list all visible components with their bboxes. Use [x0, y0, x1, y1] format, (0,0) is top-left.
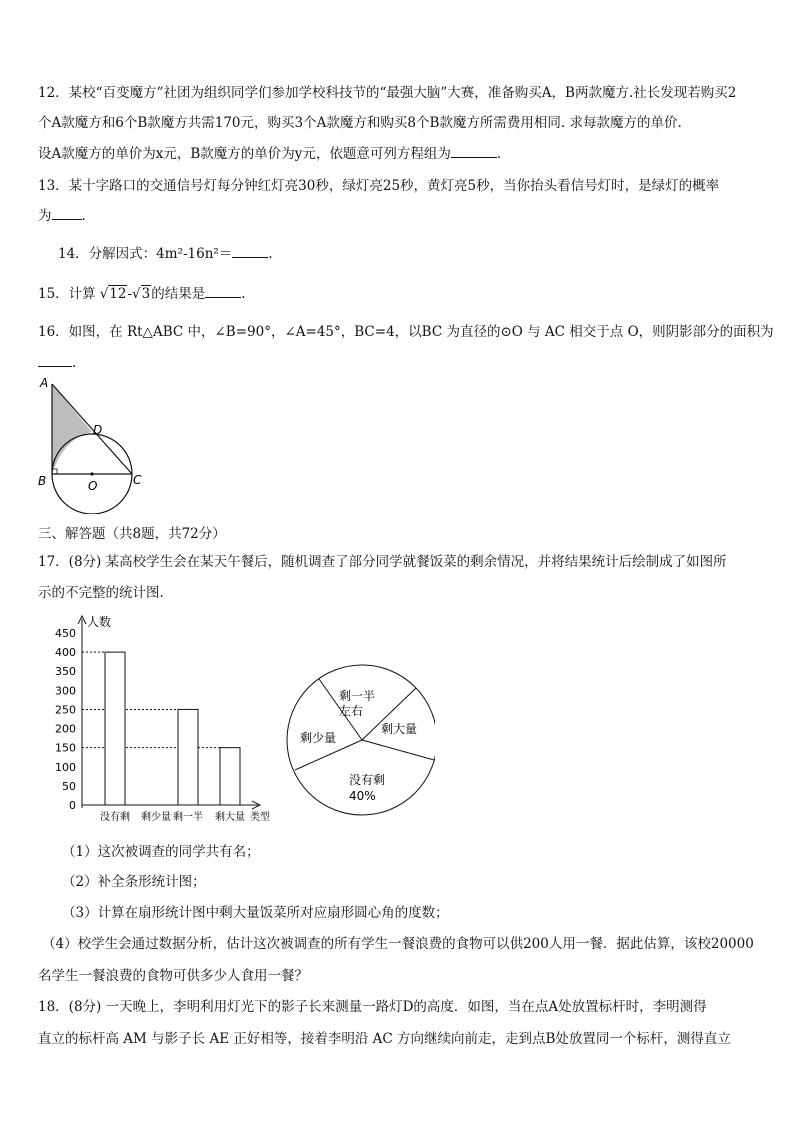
q13-line1: 13．某十字路口的交通信号灯每分钟红灯亮30秒，绿灯亮25秒，黄灯亮5秒，当你抬头看信号灯时，是绿灯的概率: [38, 178, 720, 194]
q13-line2-text: 为: [38, 208, 52, 224]
slice-value-none: 40%: [349, 789, 376, 803]
sqrt-12: √12: [99, 286, 127, 302]
category-label: 剩大量: [215, 812, 245, 823]
label-c: C: [133, 473, 142, 487]
q17-sub2: （2）补全条形统计图；: [62, 874, 206, 890]
q17-sub4-line1: （4）校学生会通过数据分析，估计这次被调查的所有学生一餐浪费的食物可以供200人用一餐．据此估算，该校20000: [42, 936, 754, 952]
y-tick-label: 400: [55, 646, 76, 660]
shaded-region: [52, 384, 92, 474]
q14: [58, 245, 273, 263]
label-d: D: [93, 423, 103, 437]
slice-label-half-2: 左右: [339, 704, 364, 718]
q12-line3-text: 设A款魔方的单价为x元，B款魔方的单价为y元，依题意可列方程组为: [38, 146, 451, 162]
category-label: 剩少量: [141, 812, 171, 823]
answer-blank: [205, 285, 241, 298]
q16-end: .: [72, 355, 77, 371]
answer-blank: [232, 245, 268, 258]
q18-line2: 直立的标杆高 AM 与影子长 AE 正好相等，接着李明沿 AC 方向继续向前走，走到点B处放置同一个标杆，测得直立: [38, 1031, 731, 1047]
y-tick-label: 100: [55, 760, 76, 774]
q12-line1: 12．某校“百变魔方”社团为组织同学们参加学校科技节的“最强大脑”大赛，准备购买A，B两款魔方.社长发现若购买2: [38, 85, 737, 101]
q17-line1: 17．(8分) 某高校学生会在某天午餐后，随机调查了部分同学就餐饭菜的剩余情况，并将结果统计后绘制成了如图所: [38, 554, 727, 570]
label-a: A: [40, 376, 49, 390]
bar: [105, 652, 125, 805]
label-o: O: [88, 479, 98, 493]
q15: [38, 285, 246, 303]
bar: [220, 748, 240, 805]
q15-radicand-1: 12: [109, 286, 127, 302]
q16-line2: [38, 354, 76, 372]
q16-line1: 16．如图，在 Rt△ABC 中，∠B=90°，∠A=45°，BC=4，以BC 为直径的⊙O 与 AC 相交于点 O，则阴影部分的面积为: [38, 324, 774, 340]
sqrt-3: √3: [132, 286, 151, 302]
q15-minus: -: [127, 286, 133, 302]
y-tick-label: 350: [55, 665, 76, 679]
q14-text: 14．分解因式：4m²-16n²＝: [58, 246, 233, 262]
pie-divider: [362, 740, 434, 760]
q15-radicand-2: 3: [141, 286, 151, 302]
y-axis-label: 人数: [87, 615, 112, 629]
y-tick-label: 150: [55, 741, 76, 755]
q16-figure: [34, 372, 146, 514]
pie-chart: [285, 652, 435, 817]
q15-pre: 15．计算: [38, 286, 96, 302]
q12-line2: 个A款魔方和6个B款魔方共需170元，购买3个A款魔方和购买8个B款魔方所需费用相同. 求每款魔方的单价.: [38, 115, 682, 131]
q15-end: .: [241, 286, 246, 302]
y-tick-label: 50: [62, 779, 76, 793]
answer-blank: [52, 207, 82, 220]
q15-post: 的结果是: [151, 286, 206, 302]
answer-blank: [38, 354, 72, 367]
q12-end: .: [496, 146, 502, 162]
category-label: 没有剩: [100, 812, 130, 823]
bar-chart: [40, 612, 290, 827]
q17-line2: 示的不完整的统计图.: [38, 585, 164, 601]
y-tick-label: 250: [55, 703, 76, 717]
y-tick-label: 300: [55, 684, 76, 698]
answer-blank: [451, 145, 497, 158]
q14-end: .: [268, 246, 273, 262]
category-label: 剩一半: [173, 812, 203, 823]
slice-label-half-1: 剩一半: [339, 689, 376, 703]
y-tick-label: 200: [55, 722, 76, 736]
q17-sub1: （1）这次被调查的同学共有名；: [62, 844, 260, 860]
q13-line2: [38, 207, 86, 225]
x-axis-label: 类型: [250, 812, 270, 823]
section-title: 三、解答题（共8题，共72分）: [38, 526, 226, 542]
center-dot: [90, 472, 93, 475]
q12-line3: [38, 145, 501, 163]
label-b: B: [38, 474, 47, 488]
slice-label-none: 没有剩: [349, 773, 386, 787]
y-tick-label: 450: [55, 627, 76, 640]
slice-label-large: 剩大量: [381, 722, 418, 736]
q13-end: .: [81, 208, 86, 224]
y-tick-label: 0: [69, 799, 76, 812]
q17-sub4-line2: 名学生一餐浪费的食物可供多少人食用一餐？: [38, 968, 308, 984]
slice-label-little: 剩少量: [300, 731, 337, 745]
bar: [178, 709, 198, 805]
q18-line1: 18．(8分) 一天晚上，李明利用灯光下的影子长来测量一路灯D的高度．如图，当在点A处放置标杆时，李明测得: [38, 999, 707, 1015]
q17-sub3: （3）计算在扇形统计图中剩大量饭菜所对应扇形圆心角的度数；: [62, 905, 449, 921]
